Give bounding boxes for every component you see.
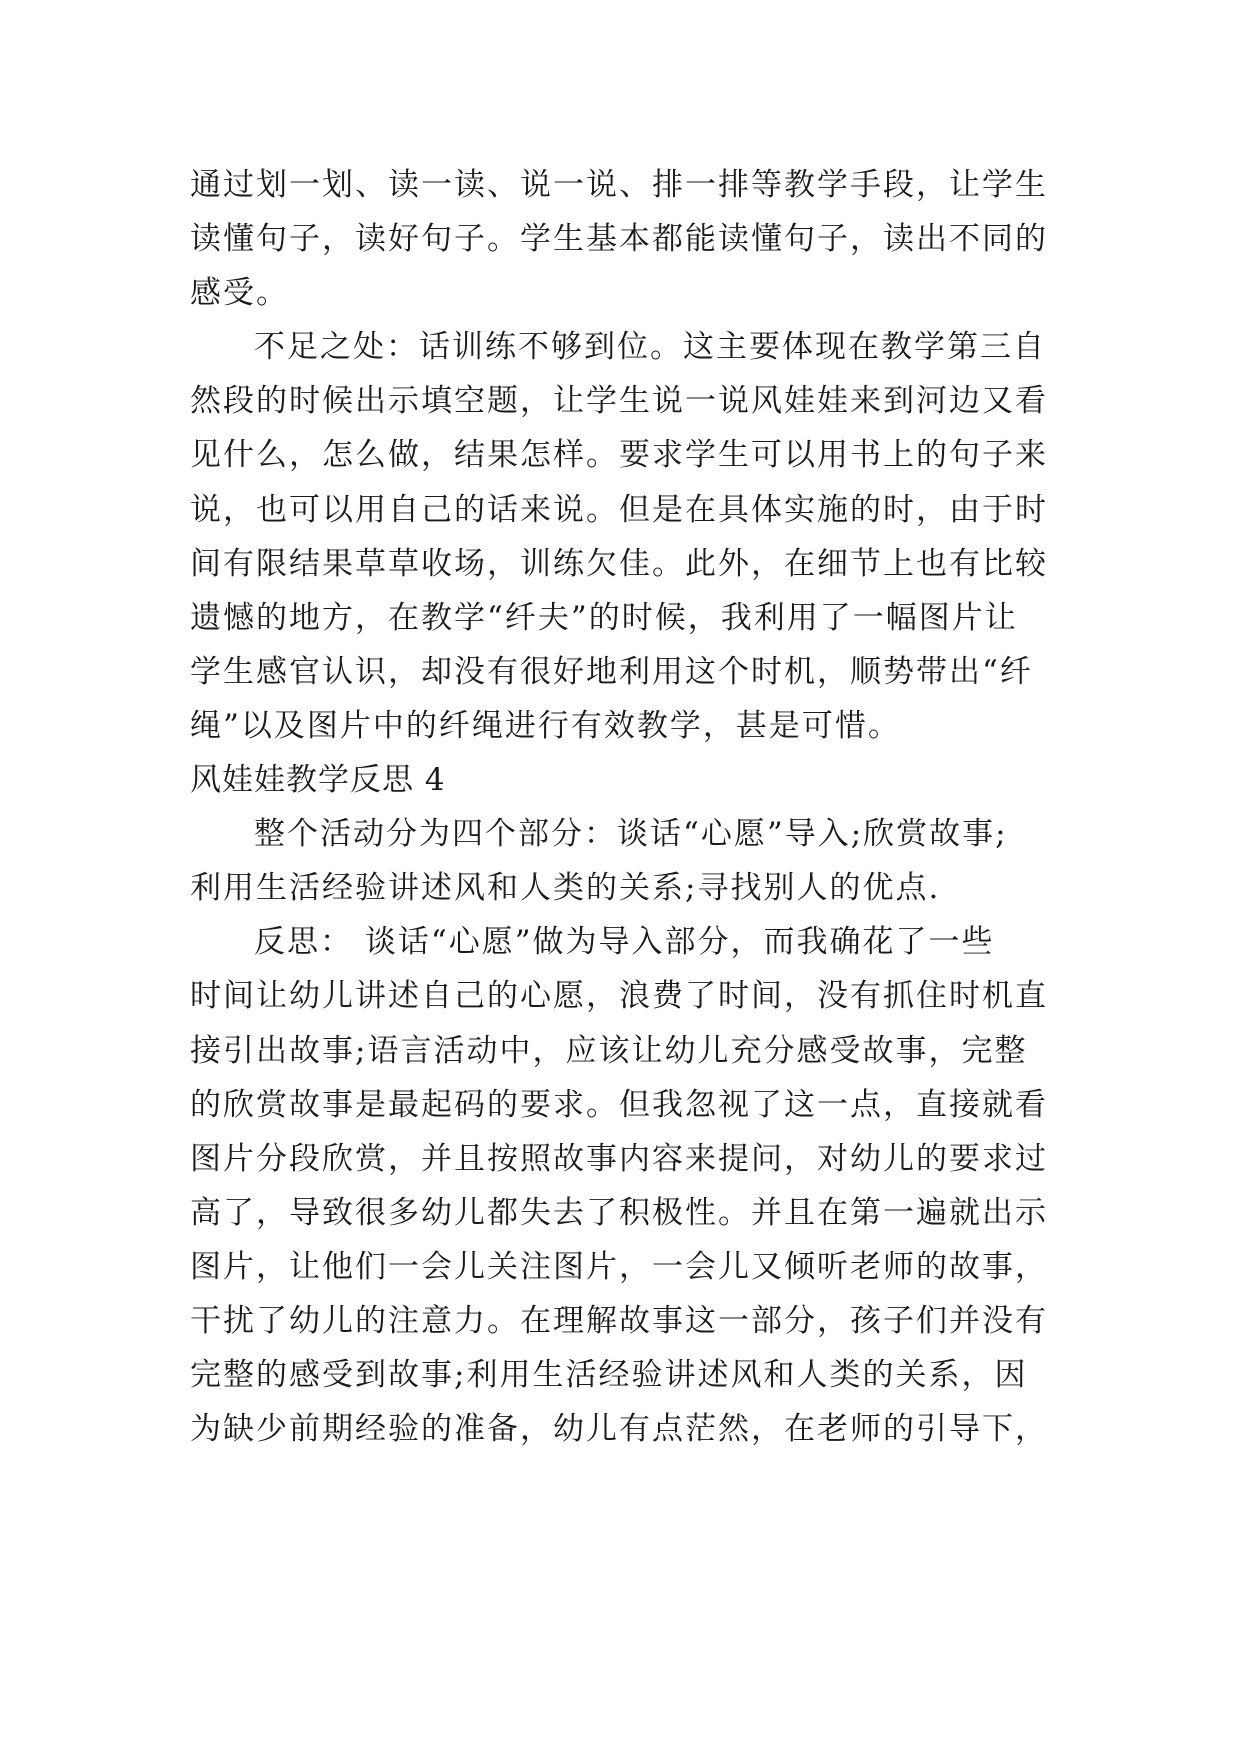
body-line: 干扰了幼儿的注意力。在理解故事这一部分，孩子们并没有 — [190, 1302, 1048, 1339]
body-line: 见什么，怎么做，结果怎样。要求学生可以用书上的句子来 — [190, 437, 1048, 474]
body-line: 图片，让他们一会儿关注图片，一会儿又倾听老师的故事， — [190, 1248, 1048, 1285]
body-line: 高了，导致很多幼儿都失去了积极性。并且在第一遍就出示 — [190, 1194, 1048, 1231]
paragraph-first-line: 不足之处：话训练不够到位。这主要体现在教学第三自 — [254, 329, 1046, 366]
body-line: 利用生活经验讲述风和人类的关系;寻找别人的优点. — [190, 870, 941, 907]
document-body — [190, 158, 1052, 1456]
body-line: 感受。 — [190, 275, 289, 312]
body-line: 为缺少前期经验的准备，幼儿有点茫然，在老师的引导下， — [190, 1411, 1048, 1448]
body-line: 时间让幼儿讲述自己的心愿，浪费了时间，没有抓住时机直 — [190, 978, 1048, 1015]
body-line: 接引出故事;语言活动中，应该让幼儿充分感受故事，完整 — [190, 1032, 1028, 1069]
body-line: 学生感官认识，却没有很好地利用这个时机，顺势带出“纤 — [190, 653, 1033, 690]
body-line: 间有限结果草草收场，训练欠佳。此外，在细节上也有比较 — [190, 545, 1048, 582]
body-line: 读懂句子，读好句子。学生基本都能读懂句子，读出不同的 — [190, 221, 1048, 258]
body-line: 说，也可以用自己的话来说。但是在具体实施的时，由于时 — [190, 491, 1048, 528]
paragraph-first-line: 整个活动分为四个部分：谈话“心愿”导入;欣赏故事; — [254, 816, 1008, 853]
section-heading: 风娃娃教学反思 4 — [190, 762, 446, 799]
body-line: 通过划一划、读一读、说一说、排一排等教学手段，让学生 — [190, 167, 1048, 203]
body-line: 绳”以及图片中的纤绳进行有效教学，甚是可惜。 — [190, 707, 901, 744]
body-line: 遗憾的地方，在教学“纤夫”的时候，我利用了一幅图片让 — [190, 599, 1018, 636]
body-line: 的欣赏故事是最起码的要求。但我忽视了这一点，直接就看 — [190, 1086, 1048, 1123]
body-line: 然段的时候出示填空题，让学生说一说风娃娃来到河边又看 — [190, 383, 1048, 420]
body-line: 完整的感受到故事;利用生活经验讲述风和人类的关系，因 — [190, 1357, 1028, 1394]
body-line: 图片分段欣赏，并且按照故事内容来提问，对幼儿的要求过 — [190, 1140, 1048, 1177]
paragraph-first-line: 反思： 谈话“心愿”做为导入部分，而我确花了一些 — [254, 924, 995, 961]
